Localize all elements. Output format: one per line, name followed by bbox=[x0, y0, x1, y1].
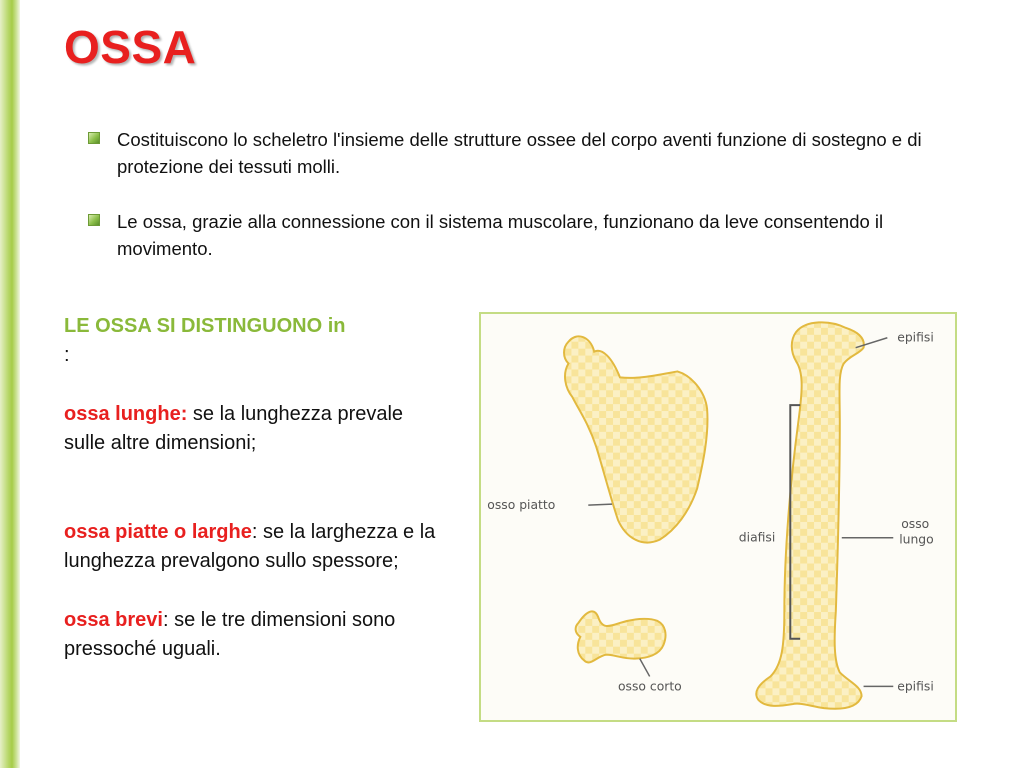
type-sep: : bbox=[162, 609, 175, 631]
bullet-item bbox=[88, 208, 948, 262]
type-flat-bones bbox=[64, 518, 444, 576]
bones-figure bbox=[479, 312, 957, 722]
flat-bone-shape bbox=[564, 336, 707, 542]
type-long-bones bbox=[64, 400, 444, 458]
intro-heading: LE OSSA SI DISTINGUONO in bbox=[64, 315, 346, 337]
leader-osso-corto bbox=[640, 659, 650, 677]
leader-osso-piatto bbox=[588, 504, 612, 505]
bones-illustration bbox=[481, 314, 955, 720]
label-diafisi: diafisi bbox=[738, 530, 776, 545]
square-bullet-icon bbox=[88, 214, 100, 226]
square-bullet-icon bbox=[88, 132, 100, 144]
type-term: ossa piatte o larghe bbox=[64, 521, 252, 543]
intro-colon: : bbox=[64, 344, 70, 366]
type-sep: : bbox=[251, 521, 263, 543]
bullet-item bbox=[88, 126, 948, 180]
bullet-text: Le ossa, grazie alla connessione con il sistema muscolare, funzionano da leve consentendo il movimento. bbox=[117, 211, 884, 259]
short-bone-shape bbox=[576, 611, 666, 662]
bone-types-heading bbox=[64, 312, 444, 370]
type-term: ossa brevi bbox=[64, 609, 163, 631]
left-accent-bar bbox=[0, 0, 20, 768]
label-epifisi-bottom: epifisi bbox=[897, 679, 934, 694]
bullet-text: Costituiscono lo scheletro l'insieme delle strutture ossee del corpo aventi funzione di sostegno e di protezione dei tessuti molli. bbox=[117, 129, 922, 177]
type-desc: se la lunghezza prevale sulle altre dimensioni; bbox=[64, 403, 404, 454]
label-osso-lungo-line2: lungo bbox=[899, 532, 934, 547]
bone-types-column bbox=[64, 312, 444, 664]
type-sep: : bbox=[180, 403, 193, 425]
bullet-list bbox=[88, 126, 948, 290]
label-osso-corto: osso corto bbox=[617, 679, 682, 694]
type-desc: se la larghezza e la lunghezza prevalgono sullo spessore; bbox=[64, 521, 436, 572]
label-osso-lungo-line1: osso bbox=[901, 516, 930, 531]
type-short-bones bbox=[64, 606, 444, 664]
label-epifisi-top: epifisi bbox=[897, 330, 934, 345]
label-osso-piatto: osso piatto bbox=[487, 498, 556, 513]
long-bone-shape bbox=[756, 322, 864, 708]
slide-title: OSSA bbox=[64, 21, 197, 73]
type-term: ossa lunghe bbox=[64, 403, 181, 425]
type-desc: se le tre dimensioni sono pressoché uguali. bbox=[64, 609, 396, 660]
